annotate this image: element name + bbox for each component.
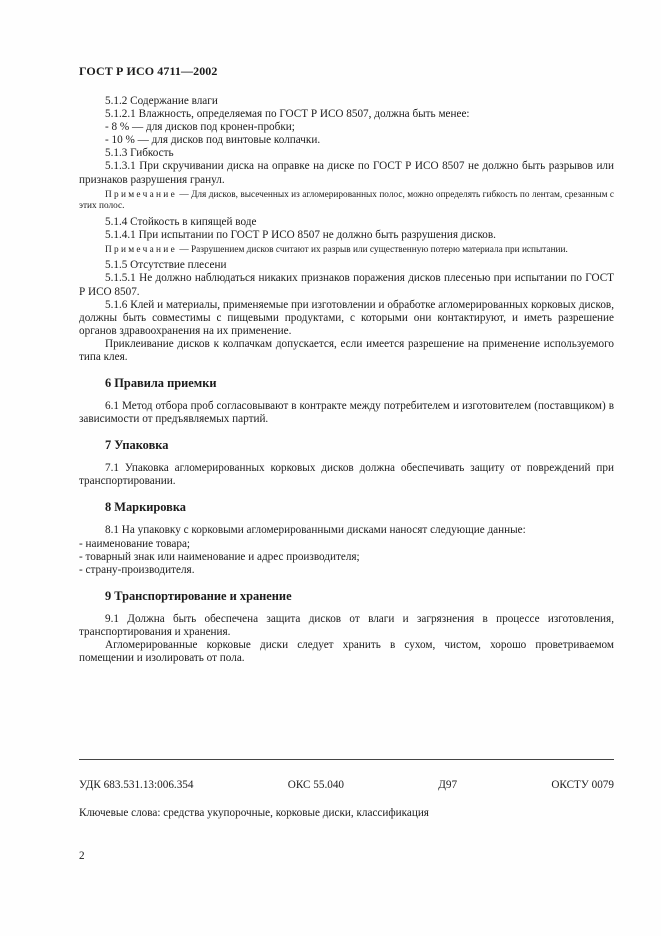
d-code: Д97 (438, 779, 458, 791)
section-heading: 7 Упаковка (105, 438, 169, 453)
list-item: - товарный знак или наименование и адрес производителя; (79, 550, 360, 563)
footer-divider (79, 759, 614, 760)
paragraph: 5.1.3 Гибкость (105, 147, 174, 160)
paragraph: 5.1.2.1 Влажность, определяемая по ГОСТ Р ИСО 8507, должна быть менее: (105, 108, 470, 121)
paragraph: 5.1.5 Отсутствие плесени (105, 259, 227, 272)
page-number: 2 (79, 850, 85, 862)
note-label: Примечание (105, 244, 177, 255)
section-heading: 6 Правила приемки (105, 376, 217, 391)
paragraph: 5.1.4 Стойкость в кипящей воде (105, 215, 257, 228)
paragraph: Приклеивание дисков к колпачкам допускается, если имеется разрешение на применение используемого типа клея. (79, 337, 614, 363)
paragraph: 6.1 Метод отбора проб согласовывают в контракте между потребителем и изготовителем (поставщиком) в зависимости от предъявляемых партий. (79, 400, 614, 426)
document-body (79, 95, 614, 665)
document-header: ГОСТ Р ИСО 4711—2002 (79, 64, 218, 78)
list-item: - 10 % — для дисков под винтовые колпачки. (105, 134, 321, 147)
note-label: Примечание (105, 189, 177, 200)
note-text: — Для дисков, высеченных из агломерированных полос, можно определять гибкость по лентам, срезанным с этих полос. (79, 189, 614, 212)
paragraph: Агломерированные корковые диски следует хранить в сухом, чистом, хорошо проветриваемом помещении и изолировать от пола. (79, 639, 614, 665)
list-item: - страну-производителя. (79, 563, 195, 576)
paragraph: 5.1.6 Клей и материалы, применяемые при изготовлении и обработке агломерированных корковых дисков, должны быть совместимы с пищевыми продуктами, с которыми они контактируют, и иметь разрешение органов здравоохранения на их применение. (79, 298, 614, 337)
note (79, 245, 614, 257)
paragraph: 5.1.2 Содержание влаги (105, 95, 218, 107)
paragraph: 5.1.4.1 При испытании по ГОСТ Р ИСО 8507 не должно быть разрушения дисков. (105, 228, 496, 241)
note-text: — Разрушением дисков считают их разрыв или существенную потерю материала при испытании. (177, 244, 568, 255)
paragraph: 5.1.3.1 При скручивании диска на оправке на диске по ГОСТ Р ИСО 8507 не должно быть разрывов или признаков разрушения гранул. (79, 160, 614, 186)
classification-codes (79, 779, 614, 791)
note (79, 190, 614, 213)
oks-code: ОКС 55.040 (287, 779, 345, 791)
paragraph: 5.1.5.1 Не должно наблюдаться никаких признаков поражения дисков плесенью при испытании по ГОСТ Р ИСО 8507. (79, 272, 614, 298)
paragraph: 7.1 Упаковка агломерированных корковых дисков должна обеспечивать защиту от повреждений при транспортировании. (79, 462, 614, 488)
section-heading: 8 Маркировка (105, 500, 186, 515)
paragraph: 9.1 Должна быть обеспечена защита дисков от влаги и загрязнения в процессе изготовления, транспортирования и хранения. (79, 612, 614, 638)
list-item: - 8 % — для дисков под кронен-пробки; (105, 121, 295, 134)
udk-code: УДК 683.531.13:006.354 (79, 779, 194, 791)
keywords: Ключевые слова: средства укупорочные, корковые диски, классификация (79, 807, 429, 819)
okstu-code: ОКСТУ 0079 (551, 779, 614, 791)
paragraph: 8.1 На упаковку с корковыми агломерированными дисками наносят следующие данные: (105, 524, 526, 537)
list-item: - наименование товара; (79, 537, 191, 550)
section-heading: 9 Транспортирование и хранение (105, 588, 292, 603)
